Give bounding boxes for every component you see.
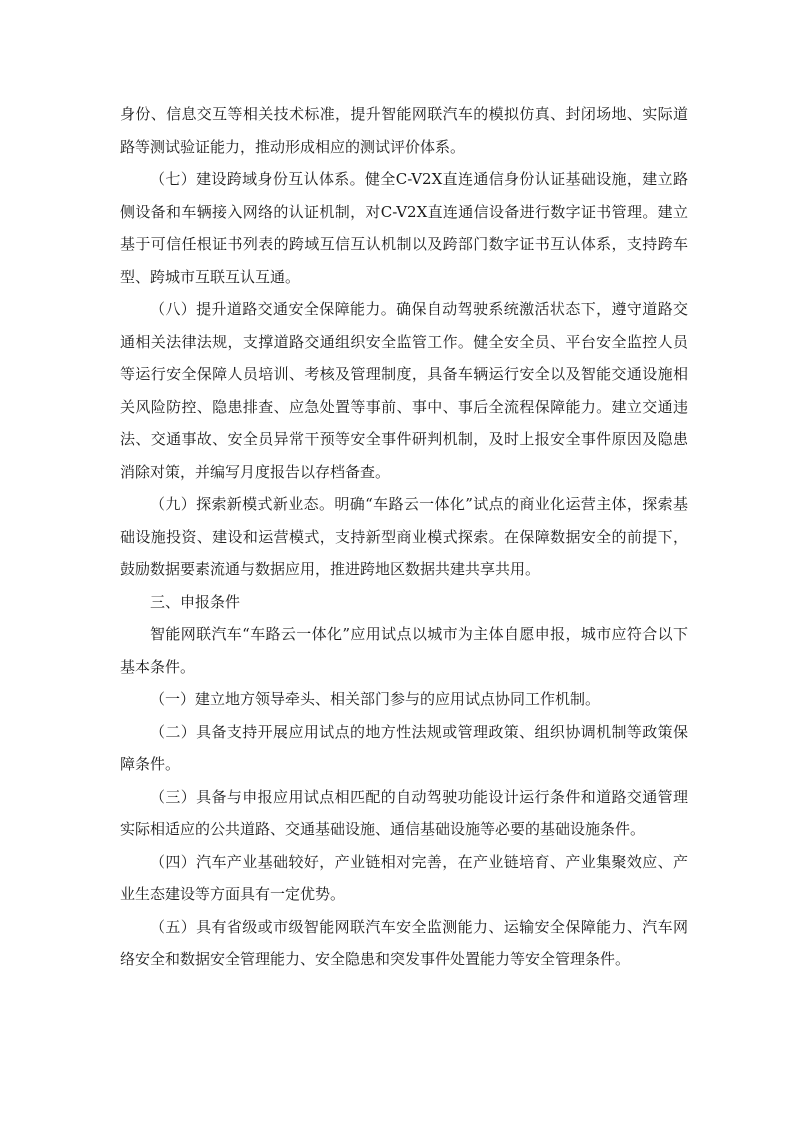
paragraph-condition-2: （二）具备支持开展应用试点的地方性法规或管理政策、组织协调机制等政策保障条件。 <box>120 722 688 773</box>
paragraph-condition-3: （三）具备与申报应用试点相匹配的自动驾驶功能设计运行条件和道路交通管理实际相适应的公共道路、交通基础设施、通信基础设施等必要的基础设施条件。 <box>120 787 688 838</box>
paragraph-continuation: 身份、信息交互等相关技术标准，提升智能网联汽车的模拟仿真、封闭场地、实际道路等测试验证能力，推动形成相应的测试评价体系。 <box>120 105 688 156</box>
section-heading-application-conditions: 三、申报条件 <box>150 592 241 611</box>
paragraph-condition-1: （一）建立地方领导牵头、相关部门参与的应用试点协同工作机制。 <box>150 690 601 708</box>
paragraph-conditions-intro: 智能网联汽车“车路云一体化”应用试点以城市为主体自愿申报，城市应符合以下基本条件。 <box>120 625 688 676</box>
document-body <box>120 98 688 976</box>
paragraph-condition-4: （四）汽车产业基础较好，产业链相对完善，在产业链培育、产业集聚效应、产业生态建设等方面具有一定优势。 <box>120 852 688 903</box>
paragraph-traffic-safety: （八）提升道路交通安全保障能力。确保自动驾驶系统激活状态下，遵守道路交通相关法律法规，支撑道路交通组织安全监管工作。健全安全员、平台安全监控人员等运行安全保障人员培训、考核及管理制度，具备车辆运行安全以及智能交通设施相关风险防控、隐患排查、应急处置等事前、事中、事后全流程保障能力。建立交通违法、交通事故、安全员异常干预等安全事件研判机制，及时上报安全事件原因及隐患消除对策，并编写月度报告以存档备查。 <box>120 300 688 481</box>
paragraph-condition-5: （五）具有省级或市级智能网联汽车安全监测能力、运输安全保障能力、汽车网络安全和数据安全管理能力、安全隐患和突发事件处置能力等安全管理条件。 <box>120 917 688 968</box>
paragraph-new-business-models: （九）探索新模式新业态。明确“车路云一体化”试点的商业化运营主体，探索基础设施投资、建设和运营模式，支持新型商业模式探索。在保障数据安全的前提下，鼓励数据要素流通与数据应用，推进跨地区数据共建共享共用。 <box>120 495 688 578</box>
paragraph-cross-domain-identity: （七）建设跨域身份互认体系。健全C-V2X直连通信身份认证基础设施，建立路侧设备和车辆接入网络的认证机制，对C-V2X直连通信设备进行数字证书管理。建立基于可信任根证书列表的跨域互信互认机制以及跨部门数字证书互认体系，支持跨车型、跨城市互联互认互通。 <box>120 170 688 286</box>
